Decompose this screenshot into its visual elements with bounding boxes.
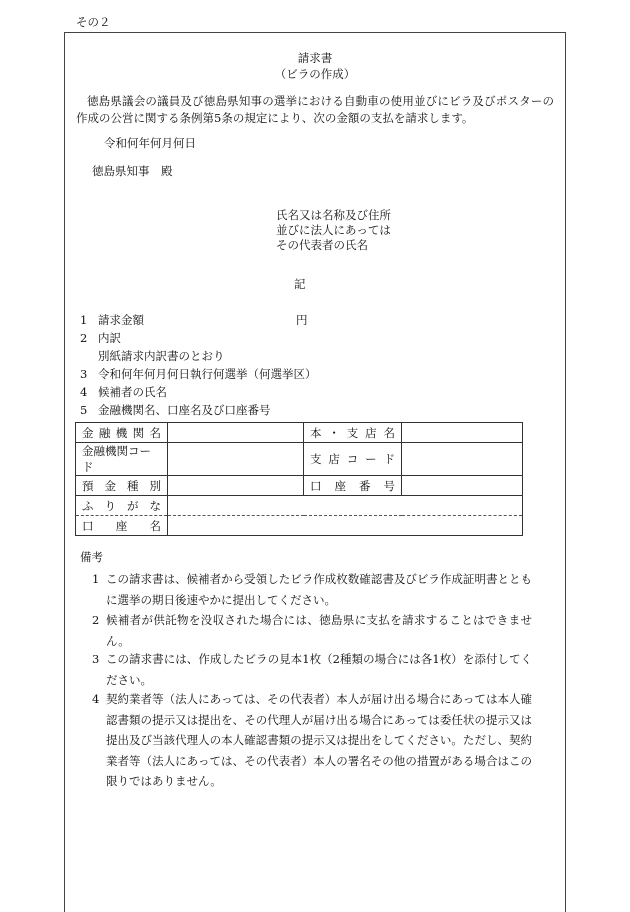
intro-text: 徳島県議会の議員及び徳島県知事の選挙における自動車の使用並びにビラ及びポスターの作成の公営に関する条例第5条の規定により、次の金額の支払を請求します。 [76, 94, 554, 125]
item-claim-amount: 1 請求金額 [80, 313, 144, 327]
branch-code-field[interactable] [402, 443, 523, 476]
account-name-field[interactable] [168, 516, 523, 536]
deposit-type-field[interactable] [168, 476, 304, 496]
item-breakdown: 2 内訳 [80, 331, 121, 345]
account-name-label: 口 座 名 [76, 516, 168, 536]
table-row [76, 443, 523, 476]
bank-code-field[interactable] [168, 443, 304, 476]
bank-name-field[interactable] [168, 423, 304, 443]
table-row [76, 423, 523, 443]
request-date: 令和何年何月何日 [104, 136, 196, 150]
furigana-label: ふ り が な [76, 496, 168, 516]
branch-name-label: 本 ・ 支 店 名 [304, 423, 402, 443]
claimant-label-3: その代表者の氏名 [276, 238, 368, 252]
branch-code-label: 支 店 コ ー ド [304, 443, 402, 476]
bank-table [75, 422, 523, 536]
bank-name-label: 金 融 機 関 名 [76, 423, 168, 443]
deposit-type-label: 預 金 種 別 [76, 476, 168, 496]
table-row [76, 476, 523, 496]
bank-code-label: 金融機関コード [76, 443, 168, 476]
yen-unit: 円 [296, 313, 308, 327]
note-item: 3 この請求書には、作成したビラの見本1枚（2種類の場合には各1枚）を添付してください。 [92, 652, 532, 687]
notes-title: 備考 [80, 550, 103, 564]
claimant-label-1: 氏名又は名称及び住所 [276, 208, 391, 222]
item-breakdown-detail: 別紙請求内訳書のとおり [98, 349, 225, 363]
furigana-field[interactable] [168, 496, 523, 516]
note-item: 2 候補者が供託物を没収された場合には、徳島県に支払を請求することはできません。 [92, 613, 532, 648]
claimant-label-2: 並びに法人にあっては [276, 223, 391, 237]
intro-paragraph [76, 93, 554, 127]
note-item: 1 この請求書は、候補者から受領したビラ作成枚数確認書及びビラ作成証明書とともに選挙の期日後速やかに提出してください。 [92, 572, 532, 607]
table-row [76, 516, 523, 536]
note-item: 4 契約業者等（法人にあっては、その代表者）本人が届け出る場合にあっては本人確認書類の提示又は提出を、その代理人が届け出る場合にあっては委任状の提示又は提出及び当該代理人の本人確認書類の提示又は提出をしてください。ただし、契約業者等（法人にあっては、その代表者）本人の署名その他の措置がある場合はこの限りではありません。 [92, 692, 532, 788]
item-election: 3 令和何年何月何日執行何選挙（何選挙区） [80, 367, 317, 381]
document-title: 請求書 [297, 51, 333, 65]
account-number-label: 口 座 番 号 [304, 476, 402, 496]
ki-heading: 記 [294, 277, 306, 291]
addressee: 徳島県知事 殿 [92, 164, 173, 178]
table-row [76, 496, 523, 516]
page-label: その２ [76, 15, 111, 29]
account-number-field[interactable] [402, 476, 523, 496]
branch-name-field[interactable] [402, 423, 523, 443]
item-candidate-name: 4 候補者の氏名 [80, 385, 167, 399]
document-subtitle: （ビラの作成） [274, 67, 356, 81]
item-bank-info: 5 金融機関名、口座名及び口座番号 [80, 403, 271, 417]
